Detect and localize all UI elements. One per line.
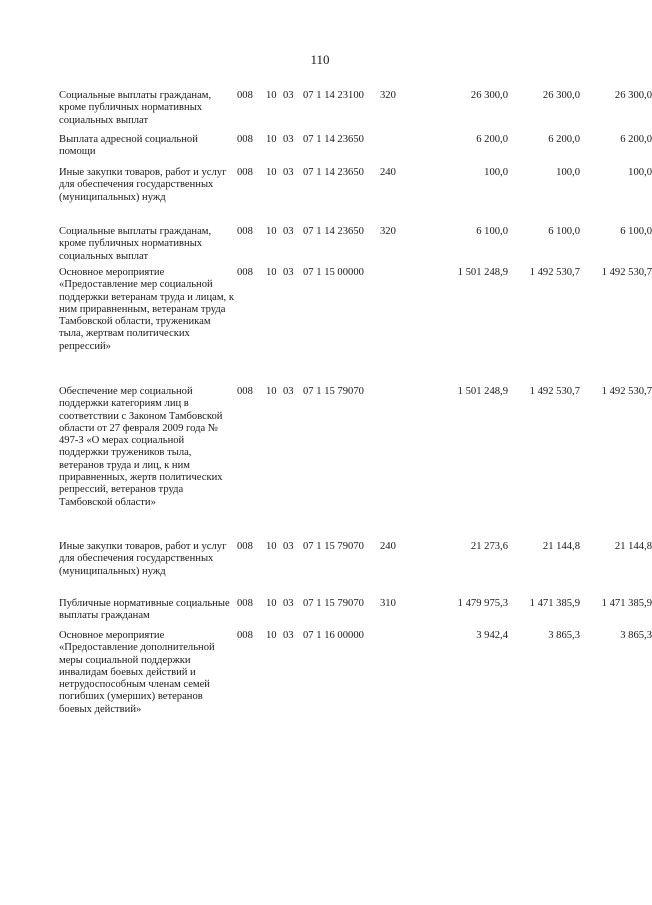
- ministry-code: 008: [237, 90, 253, 101]
- amount-year-3: 3 865,3: [620, 630, 652, 641]
- target-article-code: 07 1 14 23650: [303, 167, 364, 178]
- section-code: 10: [266, 541, 277, 552]
- ministry-code: 008: [237, 386, 253, 397]
- amount-year-1: 21 273,6: [470, 541, 508, 552]
- section-code: 10: [266, 630, 277, 641]
- expense-type-code: 240: [380, 167, 396, 178]
- section-code: 10: [266, 386, 277, 397]
- ministry-code: 008: [237, 167, 253, 178]
- amount-year-2: 100,0: [556, 167, 580, 178]
- amount-year-2: 1 492 530,7: [529, 386, 580, 397]
- target-article-code: 07 1 14 23650: [303, 226, 364, 237]
- amount-year-2: 26 300,0: [542, 90, 580, 101]
- table-row: [59, 90, 652, 127]
- expense-type-code: 310: [380, 598, 396, 609]
- amount-year-1: 6 200,0: [476, 134, 508, 145]
- table-row: [59, 267, 652, 353]
- subsection-code: 03: [283, 226, 294, 237]
- table-row: [59, 167, 652, 204]
- expense-type-code: 240: [380, 541, 396, 552]
- amount-year-1: 1 501 248,9: [457, 267, 508, 278]
- table-row: [59, 226, 652, 263]
- target-article-code: 07 1 14 23650: [303, 134, 364, 145]
- subsection-code: 03: [283, 134, 294, 145]
- target-article-code: 07 1 15 79070: [303, 598, 364, 609]
- row-name: Публичные нормативные социальные выплаты гражданам: [59, 598, 230, 622]
- amount-year-3: 100,0: [628, 167, 652, 178]
- table-row: [59, 630, 652, 716]
- target-article-code: 07 1 15 00000: [303, 267, 364, 278]
- target-article-code: 07 1 15 79070: [303, 541, 364, 552]
- ministry-code: 008: [237, 541, 253, 552]
- row-name: Иные закупки товаров, работ и услуг для обеспечения государственных (муниципальных) нужд: [59, 541, 227, 577]
- section-code: 10: [266, 90, 277, 101]
- subsection-code: 03: [283, 167, 294, 178]
- expense-type-code: 320: [380, 226, 396, 237]
- subsection-code: 03: [283, 267, 294, 278]
- section-code: 10: [266, 134, 277, 145]
- ministry-code: 008: [237, 226, 253, 237]
- table-row: [59, 134, 652, 159]
- section-code: 10: [266, 598, 277, 609]
- amount-year-3: 26 300,0: [614, 90, 652, 101]
- subsection-code: 03: [283, 598, 294, 609]
- amount-year-3: 6 200,0: [620, 134, 652, 145]
- table-row: [59, 598, 652, 623]
- amount-year-2: 1 492 530,7: [529, 267, 580, 278]
- amount-year-1: 3 942,4: [476, 630, 508, 641]
- page-number: 110: [310, 52, 330, 67]
- table-row: [59, 386, 652, 509]
- amount-year-1: 6 100,0: [476, 226, 508, 237]
- subsection-code: 03: [283, 630, 294, 641]
- amount-year-2: 3 865,3: [548, 630, 580, 641]
- row-name: Иные закупки товаров, работ и услуг для обеспечения государственных (муниципальных) нужд: [59, 167, 227, 203]
- amount-year-1: 1 501 248,9: [457, 386, 508, 397]
- amount-year-1: 26 300,0: [470, 90, 508, 101]
- row-name: Обеспечение мер социальной поддержки категориям лиц в соответствии с Законом Тамбовской области от 27 февраля 2009 года № 497-З «О мерах социальной поддержки тружеников тыла, ветеранов труда и лиц, к ним приравненных, жертв политических репрессий, ветеранов труда Тамбовской области»: [59, 386, 223, 508]
- row-name: Выплата адресной социальной помощи: [59, 134, 198, 158]
- ministry-code: 008: [237, 267, 253, 278]
- amount-year-3: 6 100,0: [620, 226, 652, 237]
- target-article-code: 07 1 16 00000: [303, 630, 364, 641]
- row-name: Социальные выплаты гражданам, кроме публичных нормативных социальных выплат: [59, 90, 212, 126]
- row-name: Основное мероприятие «Предоставление дополнительной меры социальной поддержки инвалидам боевых действий и нетрудоспособным членам семей погибших (умерших) ветеранов боевых действий»: [59, 630, 215, 715]
- amount-year-1: 100,0: [484, 167, 508, 178]
- amount-year-3: 21 144,8: [614, 541, 652, 552]
- subsection-code: 03: [283, 90, 294, 101]
- amount-year-1: 1 479 975,3: [457, 598, 508, 609]
- row-name: Основное мероприятие «Предоставление мер социальной поддержки ветеранам труда и лицам, к ним приравненным, ветеранам труда Тамбовской области, труженикам тыла, жертвам политических репрессий»: [59, 267, 234, 352]
- subsection-code: 03: [283, 541, 294, 552]
- subsection-code: 03: [283, 386, 294, 397]
- ministry-code: 008: [237, 134, 253, 145]
- ministry-code: 008: [237, 598, 253, 609]
- section-code: 10: [266, 267, 277, 278]
- amount-year-2: 21 144,8: [542, 541, 580, 552]
- section-code: 10: [266, 167, 277, 178]
- expense-type-code: 320: [380, 90, 396, 101]
- amount-year-3: 1 492 530,7: [601, 267, 652, 278]
- row-name: Социальные выплаты гражданам, кроме публичных нормативных социальных выплат: [59, 226, 212, 262]
- target-article-code: 07 1 15 79070: [303, 386, 364, 397]
- ministry-code: 008: [237, 630, 253, 641]
- amount-year-3: 1 492 530,7: [601, 386, 652, 397]
- amount-year-2: 6 200,0: [548, 134, 580, 145]
- target-article-code: 07 1 14 23100: [303, 90, 364, 101]
- amount-year-3: 1 471 385,9: [601, 598, 652, 609]
- amount-year-2: 6 100,0: [548, 226, 580, 237]
- amount-year-2: 1 471 385,9: [529, 598, 580, 609]
- section-code: 10: [266, 226, 277, 237]
- table-row: [59, 541, 652, 578]
